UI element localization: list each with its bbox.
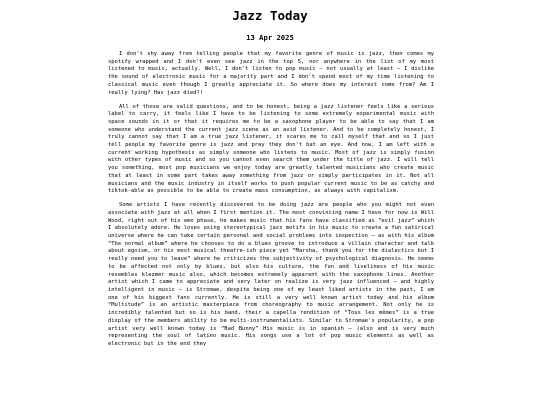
paragraph: I don't shy away from telling people that my favorite genre of music is jazz, then comes my spotify wrapped and I don't even see jazz in the top 5, nor anywhere in the list of my most listened to music, actually. Well, I don't listen to pop music – not usually at least – I dislike the sound of electronic music for a majority part and I don't spend most of my time listening to classical music even though I greatly appreciate it. So where does my interest come from? Am I really lying? Has jazz died?!: [108, 51, 434, 96]
article-title: Jazz Today: [232, 8, 308, 23]
paragraph: Some artists I have recently discovered to be doing jazz are people who you might not even associate with jazz at all when I first mention it. The most convincing name I have for now is Will Wood, right out of his emo phase, he makes music that his fans have classified as “evil jazz” which I absolutely adore. He loves using stereotypical jazz motifs in his music to create a fun satirical universe where he can take certain personal and social problems into inspection – as with his album “The normal album” where he chooses to do a blues groove to introduce a villain character and talk about egoism, or his most musical theatre-ish piece yet “Marsha, thank you for the dialectics but I really need you to leave” where he criticizes the subjectivity of psychological diagnosis. He seems to be affected not only by blues, but also his culture, the fun and liveliness of his music resembles klezmer music also, which becomes extremely apparent with the saxophone lines. Another artist which I came to appreciate and very later on realize is very jazz influenced – and highly intelligent in music – is Stromae, despite being one of my least liked artists in the past, I am one of his biggest fans currently. He is still a very well known artist today and his album “Multitude” is an artistic masterpiece from choreography to music arrangement. Not only he is incredibly talented but so is his band, their a capella rendition of “Tous les mêmes” is a true display of the members ability to be multi-instrumentalists. Similar to Stromae's popularity, a pop artist very well known today is “Bad Bunny” His music is in spanish – (also and is very much representing the soul of latino music. His songs use a lot of pop music elements as well as electronic but in the end they: [108, 202, 434, 347]
article-date: 13 Apr 2025: [246, 33, 294, 42]
article-body: [108, 51, 434, 355]
paragraph: All of those are valid questions, and to be honest, being a jazz listener feels like a serious label to carry, it feels like I have to be listening to some extremely experimental music with space sounds in it or that it requires me to be a saxophone player to be able to say that I am someone who understand the current jazz scene as an avid listener. And to be completely honest, I truly cannot say that I am a true jazz listener, it scares me to call myself that and so I just tell people my favorite genre is jazz and pray they don't bat an eye. And now, I am left with a current working hypothesis as simply someone who listens to music. Most of jazz is simply fusion with other types of music and so you cannot even search them under the title of jazz. I will tell you something, most pop musicians we enjoy today are greatly talented musicians who create music that at least in some part takes away something from jazz or simply participates in it. Not all musicians and the music industry in itself works to push popular current music to be as catchy and tiktok-able as possible to be able to create mass consumption, as always with capitalism.: [108, 103, 434, 195]
